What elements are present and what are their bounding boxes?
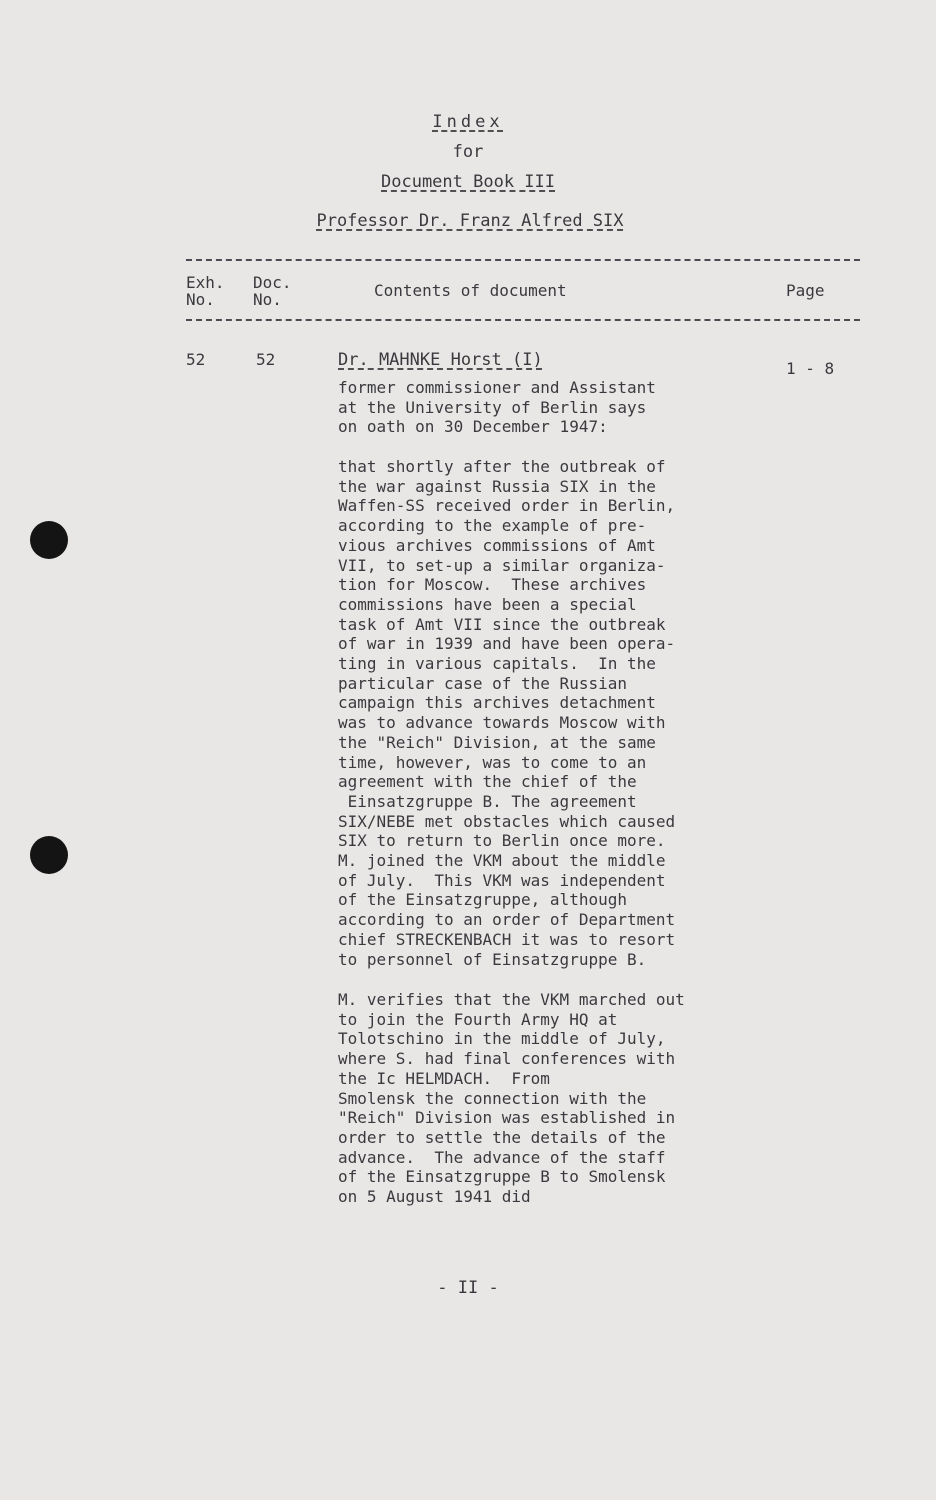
header-rule-bottom (186, 319, 860, 321)
punch-hole (30, 836, 68, 874)
entry-pages: 1 - 8 (786, 359, 835, 378)
entry-paragraph: that shortly after the outbreak of the war against Russia SIX in the Waffen-SS received order in Berlin, according to the example of pre- vious archives commissions of Amt VII, to set-up a similar organiza- tion for Moscow. These archives commissions have been a special task of Amt VII since the outbreak of war in 1939 and have been opera- ting in various capitals. In the particular case of the Russian campaign this archives detachment was to advance towards Moscow with the "Reich" Division, at the same time, however, was to come to an agreement with the chief of the Einsatzgruppe B. The agreement SIX/NEBE met obstacles which caused SIX to return to Berlin once more. M. joined the VKM about the middle of July. This VKM was independent of the Einsatzgruppe, although according to an order of Department chief STRECKENBACH it was to resort to personnel of Einsatzgruppe B. (338, 457, 676, 969)
column-header-contents: Contents of document (374, 281, 567, 300)
entry-paragraph: former commissioner and Assistant at the University of Berlin says on oath on 30 December 1947: (338, 378, 656, 437)
punch-hole (30, 521, 68, 559)
entry-exh-no: 52 (186, 350, 206, 369)
column-header-doc: Doc. No. (253, 273, 292, 309)
entry-paragraph: M. verifies that the VKM marched out to join the Fourth Army HQ at Tolotschino in the middle of July, where S. had final conferences with the Ic HELMDACH. From Smolensk the connection with the "Reich" Division was established in order to settle the details of the advance. The advance of the staff of the Einsatzgruppe B to Smolensk on 5 August 1941 did (338, 990, 685, 1207)
entry-doc-no: 52 (256, 350, 276, 369)
column-header-exh: Exh. No. (186, 273, 225, 309)
document-book-title: Document Book III (381, 172, 555, 192)
column-header-page: Page (786, 281, 825, 300)
page-number: - II - (437, 1278, 499, 1298)
entry-title: Dr. MAHNKE Horst (I) (338, 350, 543, 370)
header-rule-top (186, 259, 860, 261)
index-title: Index (432, 112, 504, 132)
index-for: for (452, 142, 484, 162)
subject-name: Professor Dr. Franz Alfred SIX (316, 211, 624, 231)
